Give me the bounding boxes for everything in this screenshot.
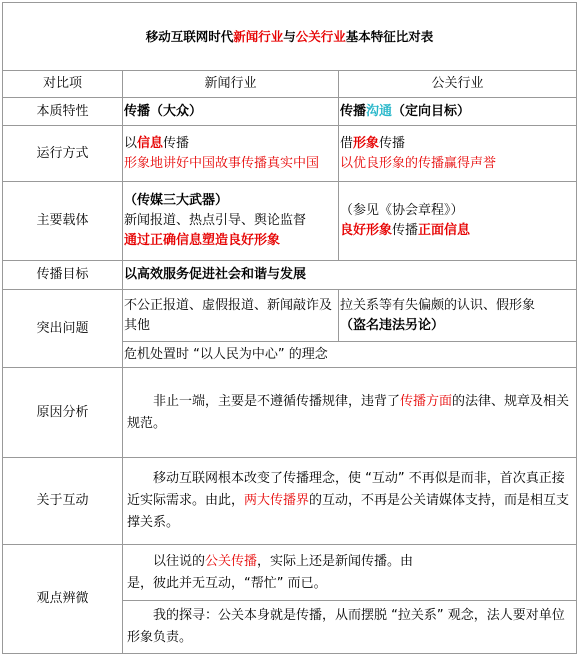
row-label: 原因分析 <box>3 368 123 458</box>
row-interaction <box>3 458 577 545</box>
row-cause <box>3 368 577 458</box>
row-nature <box>3 98 577 126</box>
nature-pr: 传播沟通（定向目标） <box>339 98 577 126</box>
issues-pr: 拉关系等有失偏颇的认识、假形象 （盗名违法另论） <box>339 290 577 342</box>
issues-news: 不公正报道、虚假报道、新闻敲诈及其他 <box>123 290 339 342</box>
issues-shared: 危机处置时 “以人民为中心” 的理念 <box>123 342 577 368</box>
comparison-table <box>2 2 577 654</box>
nature-news: 传播（大众） <box>123 98 339 126</box>
table-title: 移动互联网时代新闻行业与公关行业基本特征比对表 <box>3 3 577 71</box>
row-label: 本质特性 <box>3 98 123 126</box>
header-label: 对比项 <box>3 71 123 98</box>
header-news: 新闻行业 <box>123 71 339 98</box>
carrier-news: （传媒三大武器） 新闻报道、热点引导、舆论监督 通过正确信息塑造良好形象 <box>123 182 339 261</box>
operation-news: 以信息传播 形象地讲好中国故事传播真实中国 <box>123 126 339 182</box>
row-label: 关于互动 <box>3 458 123 545</box>
row-label: 观点辨微 <box>3 545 123 654</box>
target-text: 以高效服务促进社会和谐与发展 <box>123 261 577 290</box>
header-pr: 公关行业 <box>339 71 577 98</box>
row-label: 突出问题 <box>3 290 123 368</box>
title-row <box>3 3 577 71</box>
row-label: 传播目标 <box>3 261 123 290</box>
row-views <box>3 545 577 601</box>
row-label: 运行方式 <box>3 126 123 182</box>
row-carrier <box>3 182 577 261</box>
row-operation <box>3 126 577 182</box>
cause-text: 非止一端，主要是不遵循传播规律，违背了传播方面的法律、规章及相关规范。 <box>123 368 577 458</box>
row-issues <box>3 290 577 342</box>
row-label: 主要载体 <box>3 182 123 261</box>
carrier-pr: （参见《协会章程》） 良好形象传播正面信息 <box>339 182 577 261</box>
interaction-text: 移动互联网根本改变了传播理念，使 “互动” 不再似是而非，首次真正接近实际需求。由此，两大传播界的互动，不再是公关请媒体支持，而是相互支撑关系。 <box>123 458 577 545</box>
row-target <box>3 261 577 290</box>
header-row <box>3 71 577 98</box>
views-paragraph-2: 我的探寻：公关本身就是传播，从而摆脱 “拉关系” 观念，法人要对单位形象负责。 <box>123 601 577 654</box>
views-paragraph-1: 以往说的公关传播，实际上还是新闻传播。由是，彼此并无互动，“帮忙” 而已。 <box>123 545 577 601</box>
operation-pr: 借形象传播 以优良形象的传播赢得声誉 <box>339 126 577 182</box>
